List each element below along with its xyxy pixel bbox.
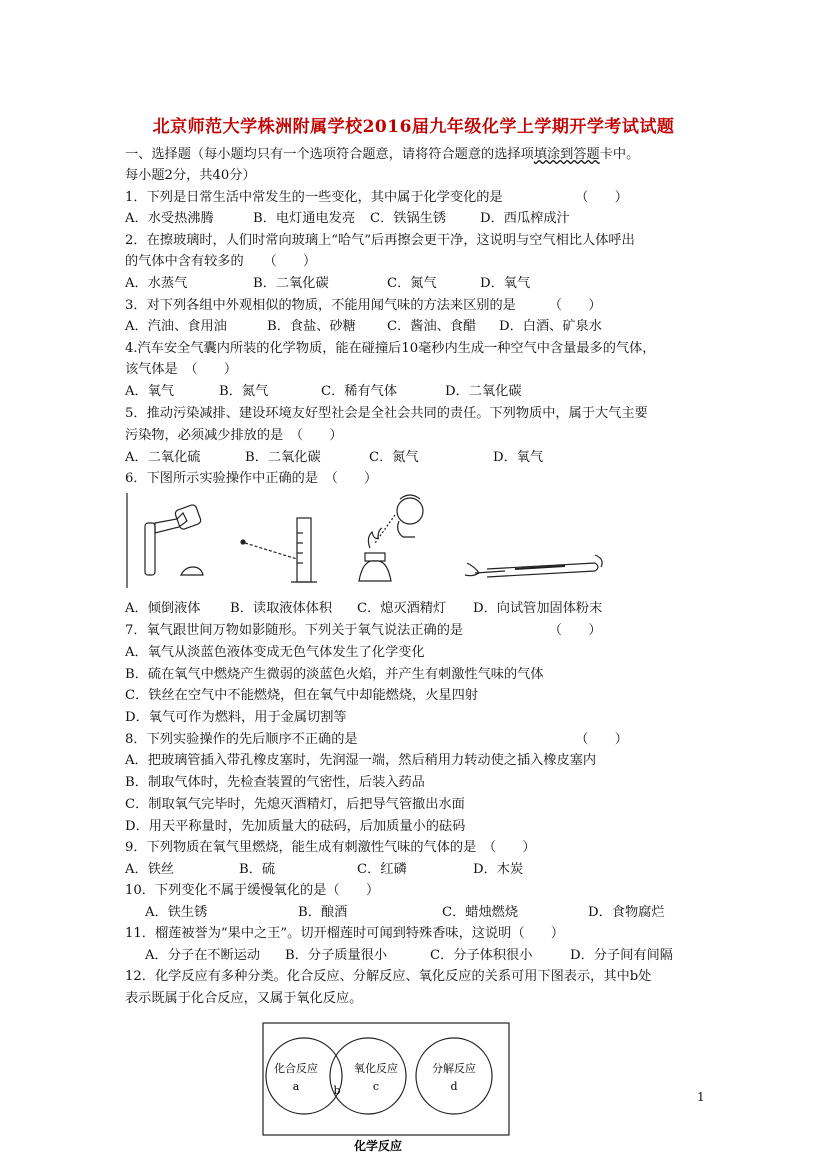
option-a: A．铁丝 xyxy=(125,862,175,877)
option-b: B．二氧化碳 xyxy=(253,276,329,291)
option-d: D．白酒、矿泉水 xyxy=(499,319,602,334)
section-heading: 一、选择题（每小题均只有一个选项符合题意，请将符合题意的选择项填涂到答题卡中。 xyxy=(125,147,640,162)
option-b: B．氮气 xyxy=(219,384,269,399)
option-d: D．西瓜榨成汁 xyxy=(480,211,570,226)
option-d: D．分子间有间隔 xyxy=(570,948,673,963)
experiment-illustrations xyxy=(125,493,610,593)
option-a: A．汽油、食用油 xyxy=(125,319,227,334)
question-7-option-a: A．氧气从淡蓝色液体变成无色气体发生了化学变化 xyxy=(125,645,425,660)
circle2-letter: c xyxy=(372,1080,380,1093)
decomposition-circle xyxy=(416,1038,492,1114)
option-c: C．熄灭酒精灯 xyxy=(357,601,447,616)
question-4-line2: 该气体是 （ ） xyxy=(125,362,238,377)
question-6: 6．下图所示实验操作中正确的是 （ ） xyxy=(125,471,378,486)
overlap-letter: b xyxy=(333,1084,341,1097)
option-a: A．氧气 xyxy=(125,384,175,399)
circle3-label: 分解反应 xyxy=(432,1062,476,1075)
section-heading-line2: 每小题2分，共40分） xyxy=(125,168,256,183)
question-12-line2: 表示既属于化合反应，又属于氧化反应。 xyxy=(125,991,363,1006)
option-b: B．分子质量很小 xyxy=(285,948,388,963)
option-c: C．分子体积很小 xyxy=(430,948,533,963)
circle2-label: 氧化反应 xyxy=(354,1062,398,1075)
option-d: D．食物腐烂 xyxy=(588,905,665,920)
question-5: 5．推动污染减排、建设环境友好型社会是全社会共同的责任。下列物质中，属于大气主要 xyxy=(125,406,648,421)
question-8: 8．下列实验操作的先后顺序不正确的是 （ ） xyxy=(125,732,628,747)
option-b: B．二氧化碳 xyxy=(245,450,321,465)
question-9: 9．下列物质在氧气里燃烧，能生成有刺激性气味的气体的是 （ ） xyxy=(125,840,536,855)
option-b: B．电灯通电发亮 xyxy=(253,211,356,226)
question-7-option-b: B．硫在氧气中燃烧产生微弱的淡蓝色火焰，并产生有刺激性气味的气体 xyxy=(125,667,544,682)
question-4: 4.汽车安全气囊内所装的化学物质，能在碰撞后10毫秒内生成一种空气中含量最多的气体， xyxy=(125,341,656,356)
option-c: C．稀有气体 xyxy=(321,384,398,399)
question-8-option-c: C．制取氧气完毕时，先熄灭酒精灯，后把导气管撤出水面 xyxy=(125,797,465,812)
question-2-line2: 的气体中含有较多的 （ ） xyxy=(125,254,317,269)
page-number: 1 xyxy=(697,1090,705,1104)
question-7-option-d: D．氧气可作为燃料，用于金属切割等 xyxy=(125,710,347,725)
graduated-cylinder-figure xyxy=(241,518,317,582)
option-a: A．水蒸气 xyxy=(125,276,188,291)
circle1-label: 化合反应 xyxy=(274,1062,318,1075)
option-a: A．水受热沸腾 xyxy=(125,211,214,226)
reaction-venn-diagram xyxy=(262,1022,512,1154)
option-d: D．向试管加固体粉末 xyxy=(473,601,603,616)
test-tube-powder-figure xyxy=(465,555,602,577)
diagram-frame xyxy=(263,1023,509,1135)
option-b: B．酿酒 xyxy=(298,905,348,920)
circle3-letter: d xyxy=(450,1080,458,1093)
question-7-option-c: C．铁丝在空气中不能燃烧，但在氧气中却能燃烧，火星四射 xyxy=(125,688,478,703)
question-1: 1．下列是日常生活中常发生的一些变化，其中属于化学变化的是 （ ） xyxy=(125,190,628,205)
option-c: C．蜡烛燃烧 xyxy=(442,905,519,920)
option-c: C．红磷 xyxy=(357,862,407,877)
option-c: C．氮气 xyxy=(387,276,437,291)
option-d: D．二氧化碳 xyxy=(445,384,522,399)
option-a: A．铁生锈 xyxy=(145,905,208,920)
option-c: C．氮气 xyxy=(369,450,419,465)
question-2: 2．在擦玻璃时，人们时常向玻璃上“哈气”后再擦会更干净，这说明与空气相比人体呼出 xyxy=(125,233,635,248)
option-c: C．酱油、食醋 xyxy=(387,319,477,334)
option-b: B．硫 xyxy=(239,862,276,877)
option-d: D．木炭 xyxy=(473,862,524,877)
question-10: 10．下列变化不属于缓慢氧化的是（ ） xyxy=(125,883,380,898)
option-b: B．读取液体体积 xyxy=(230,601,333,616)
option-b: B．食盐、砂糖 xyxy=(267,319,356,334)
option-c: C．铁锅生锈 xyxy=(370,211,447,226)
oxidation-circle xyxy=(330,1038,406,1114)
option-a: A．倾倒液体 xyxy=(125,601,201,616)
question-11: 11．榴莲被誉为“果中之王”。切开榴莲时可闻到特殊香味，这说明（ ） xyxy=(125,926,565,941)
question-8-option-d: D．用天平称量时，先加质量大的砝码，后加质量小的砝码 xyxy=(125,819,466,834)
option-a: A．二氧化硫 xyxy=(125,450,201,465)
blow-out-lamp-figure xyxy=(359,495,423,581)
diagram-caption: 化学反应 xyxy=(353,1139,403,1153)
option-d: D．氧气 xyxy=(480,276,531,291)
combination-circle xyxy=(266,1038,342,1114)
circle1-letter: a xyxy=(292,1080,300,1093)
option-a: A．分子在不断运动 xyxy=(145,948,261,963)
option-d: D．氧气 xyxy=(493,450,544,465)
question-8-option-a: A．把玻璃管插入带孔橡皮塞时，先润湿一端，然后稍用力转动使之插入橡皮塞内 xyxy=(125,753,597,768)
question-8-option-b: B．制取气体时，先检查装置的气密性，后装入药品 xyxy=(125,775,425,790)
pour-liquid-figure xyxy=(127,493,203,588)
exam-title: 北京师范大学株洲附属学校2016届九年级化学上学期开学考试试题 xyxy=(152,117,675,137)
question-3: 3．对下列各组中外观相似的物质，不能用闻气味的方法来区别的是 （ ） xyxy=(125,298,602,313)
question-5-line2: 污染物，必须减少排放的是 （ ） xyxy=(125,428,343,443)
question-12: 12．化学反应有多种分类。化合反应、分解反应、氧化反应的关系可用下图表示，其中b处 xyxy=(125,969,652,984)
question-7: 7．氧气跟世间万物如影随形。下列关于氧气说法正确的是 （ ） xyxy=(125,623,602,638)
